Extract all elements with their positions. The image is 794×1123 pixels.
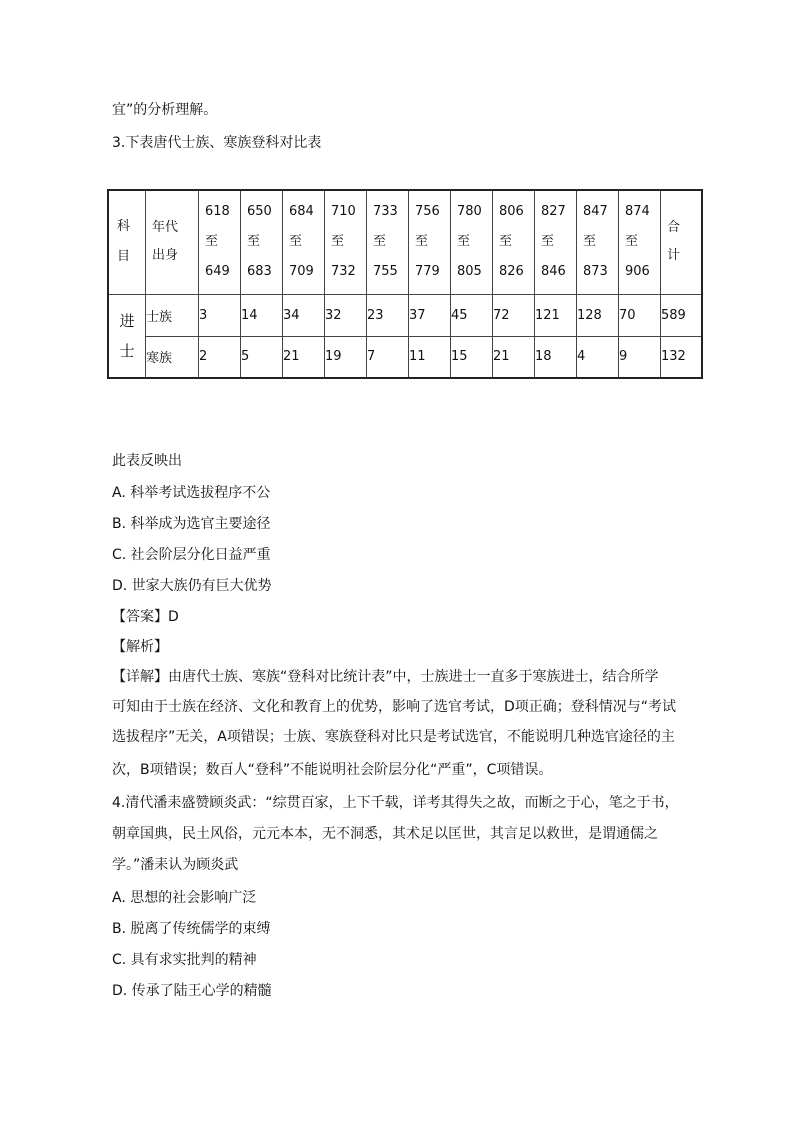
value-cell: 45 (451, 294, 493, 336)
period-header-cell (325, 190, 367, 294)
period-start: 756 (415, 204, 440, 220)
value-cell: 3 (199, 294, 241, 336)
period-start: 874 (625, 204, 650, 220)
period-end: 873 (583, 264, 608, 280)
total-cell: 132 (661, 336, 703, 378)
period-start: 733 (373, 204, 398, 220)
header-subject-cell (108, 190, 146, 294)
value-cell: 37 (409, 294, 451, 336)
period-to: 至 (625, 234, 639, 250)
value-cell: 4 (577, 336, 619, 378)
period-header-cell (409, 190, 451, 294)
period-start: 684 (289, 204, 314, 220)
period-to: 至 (205, 234, 219, 250)
subject-char: 进 (119, 311, 135, 330)
period-end: 649 (205, 264, 230, 280)
row-label: 士族 (146, 294, 199, 336)
value-cell: 7 (367, 336, 409, 378)
detail-line: 可知由于士族在经济、文化和教育上的优势，影响了选官考试，D项正确；登科情况与“考试 (112, 699, 677, 715)
period-to: 至 (247, 234, 261, 250)
question-4-stem-line: 学。”潘耒认为顾炎武 (112, 857, 239, 873)
period-start: 806 (499, 204, 524, 220)
row-label: 寒族 (146, 336, 199, 378)
period-to: 至 (331, 234, 345, 250)
period-start: 827 (541, 204, 566, 220)
period-to: 至 (457, 234, 471, 250)
total-cell: 589 (661, 294, 703, 336)
value-cell: 11 (409, 336, 451, 378)
value-cell: 14 (241, 294, 283, 336)
value-cell: 5 (241, 336, 283, 378)
detail-line: 【详解】由唐代士族、寒族“登科对比统计表”中，士族进士一直多于寒族进士，结合所学 (112, 669, 659, 685)
header-era-line: 出身 (152, 248, 179, 264)
period-header-cell (451, 190, 493, 294)
header-total-line: 合 (667, 220, 681, 236)
period-end: 805 (457, 264, 482, 280)
period-end: 906 (625, 264, 650, 280)
analysis-label: 【解析】 (112, 639, 168, 655)
period-start: 780 (457, 204, 482, 220)
value-cell: 23 (367, 294, 409, 336)
q4-option-b: B. 脱离了传统儒学的束缚 (112, 921, 271, 937)
period-to: 至 (583, 234, 597, 250)
period-header-cell (199, 190, 241, 294)
detail-line: 选拔程序”无关，A项错误；士族、寒族登科对比只是考试选官，不能说明几种选官途径的主 (112, 729, 675, 745)
period-end: 732 (331, 264, 356, 280)
header-era-line: 年代 (152, 220, 179, 236)
answer-line: 【答案】D (112, 609, 179, 625)
period-end: 779 (415, 264, 440, 280)
value-cell: 32 (325, 294, 367, 336)
question-3-title: 3.下表唐代士族、寒族登科对比表 (112, 135, 322, 151)
period-end: 755 (373, 264, 398, 280)
period-header-cell (493, 190, 535, 294)
period-end: 826 (499, 264, 524, 280)
value-cell: 18 (535, 336, 577, 378)
period-to: 至 (373, 234, 387, 250)
value-cell: 2 (199, 336, 241, 378)
option-d: D. 世家大族仍有巨大优势 (112, 578, 272, 594)
value-cell: 9 (619, 336, 661, 378)
value-cell: 128 (577, 294, 619, 336)
detail-line: 次，B项错误；数百人“登科”不能说明社会阶层分化“严重”，C项错误。 (112, 762, 553, 778)
value-cell: 70 (619, 294, 661, 336)
question-3-stem: 此表反映出 (112, 453, 182, 469)
period-end: 683 (247, 264, 272, 280)
period-to: 至 (289, 234, 303, 250)
question-4-stem-line: 朝章国典，民土风俗，元元本本，无不洞悉，其术足以匡世，其言足以救世，是谓通儒之 (112, 826, 658, 842)
comparison-table (107, 189, 703, 379)
period-header-cell (283, 190, 325, 294)
period-end: 709 (289, 264, 314, 280)
table-header-row (108, 190, 702, 294)
period-header-cell (577, 190, 619, 294)
option-c: C. 社会阶层分化日益严重 (112, 547, 271, 563)
q4-option-c: C. 具有求实批判的精神 (112, 952, 257, 968)
value-cell: 121 (535, 294, 577, 336)
period-header-cell (619, 190, 661, 294)
question-4-stem-line: 4.清代潘耒盛赞顾炎武：“综贯百家，上下千载，详考其得失之故，而断之于心，笔之于书， (112, 795, 679, 811)
header-total-cell (661, 190, 703, 294)
intro-tail-text: 宜”的分析理解。 (112, 102, 218, 118)
period-start: 618 (205, 204, 230, 220)
q4-option-a: A. 思想的社会影响广泛 (112, 890, 257, 906)
period-to: 至 (415, 234, 429, 250)
option-b: B. 科举成为选官主要途径 (112, 516, 271, 532)
period-start: 847 (583, 204, 608, 220)
header-subject-line: 目 (117, 249, 131, 265)
value-cell: 19 (325, 336, 367, 378)
value-cell: 21 (283, 336, 325, 378)
period-start: 710 (331, 204, 356, 220)
header-subject-line: 科 (117, 219, 131, 235)
period-header-cell (367, 190, 409, 294)
period-header-cell (535, 190, 577, 294)
period-end: 846 (541, 264, 566, 280)
header-total-line: 计 (667, 248, 681, 264)
subject-char: 士 (119, 341, 135, 360)
table-row (108, 336, 702, 378)
option-a: A. 科举考试选拔程序不公 (112, 485, 271, 501)
value-cell: 34 (283, 294, 325, 336)
period-to: 至 (541, 234, 555, 250)
period-start: 650 (247, 204, 272, 220)
value-cell: 15 (451, 336, 493, 378)
header-era-cell (146, 190, 199, 294)
value-cell: 21 (493, 336, 535, 378)
value-cell: 72 (493, 294, 535, 336)
table-row (108, 294, 702, 336)
period-to: 至 (499, 234, 513, 250)
period-header-cell (241, 190, 283, 294)
subject-cell (108, 294, 146, 378)
q4-option-d: D. 传承了陆王心学的精髓 (112, 983, 272, 999)
